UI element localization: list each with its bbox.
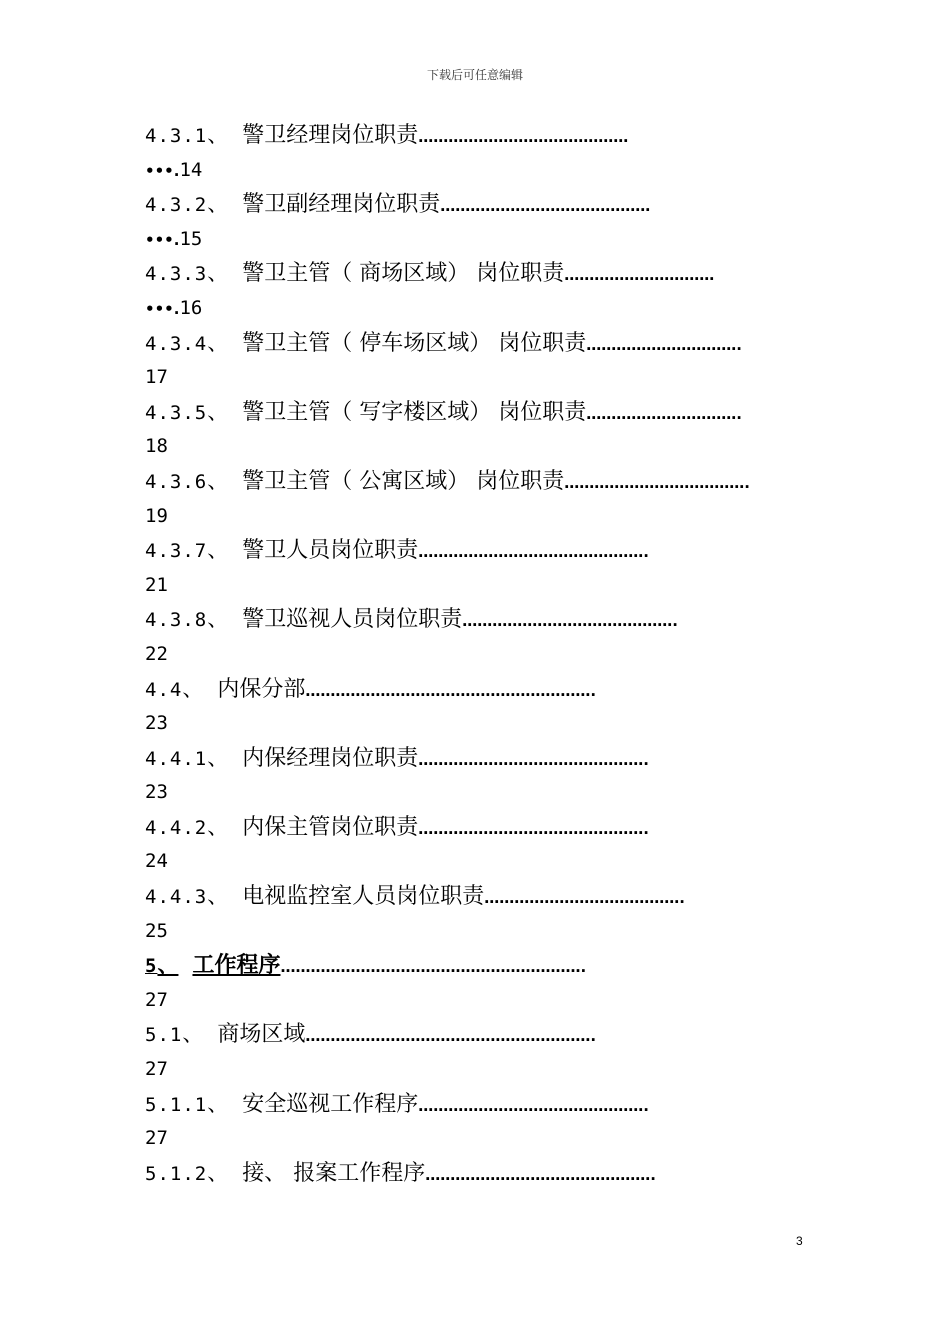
toc-entry-separator: 、 [207, 468, 229, 493]
toc-entry[interactable] [145, 1017, 813, 1052]
toc-entry[interactable] [145, 326, 813, 361]
toc-entry-page-number: 14 [179, 158, 203, 181]
toc-entry-page-number: 15 [179, 227, 203, 250]
toc-entry[interactable] [145, 464, 813, 499]
toc-entry-leader: ………………………………………. [418, 750, 649, 769]
toc-entry-title: 警卫主管（ 商场区域） 岗位职责 [242, 261, 565, 287]
toc-entry-leader: …………………………………………………. [305, 1027, 597, 1046]
toc-entry-separator: 、 [182, 676, 204, 701]
toc-entry-page [145, 360, 813, 395]
toc-entry-page-number: 24 [145, 850, 168, 873]
toc-entry-separator: 、 [207, 1091, 229, 1116]
toc-entry-number: 5 [145, 955, 158, 978]
toc-entry-number: 5.1 [145, 1024, 183, 1047]
toc-entry-page-number: 16 [179, 296, 203, 319]
toc-entry-page-leader: •••. [145, 230, 180, 249]
toc-entry-separator: 、 [207, 399, 229, 424]
toc-entry-number: 4.4.1 [145, 747, 208, 770]
toc-entry-page [145, 568, 813, 603]
toc-entry[interactable] [145, 118, 813, 153]
toc-entry-number: 4.3.3 [145, 263, 208, 286]
toc-entry-page [145, 706, 813, 741]
toc-entry-leader: ………………………………………. [418, 543, 649, 562]
toc-entry-number: 4.4.3 [145, 886, 208, 909]
toc-entry-separator: 、 [207, 192, 229, 217]
toc-entry-title: 警卫人员岗位职责 [242, 538, 419, 564]
toc-entry[interactable] [145, 1087, 813, 1122]
toc-entry[interactable] [145, 948, 813, 983]
toc-entry-separator: 、 [207, 1160, 229, 1185]
toc-entry-title: 接、 报案工作程序 [242, 1160, 426, 1186]
toc-entry-separator: 、 [207, 538, 229, 563]
toc-entry-title: 警卫巡视人员岗位职责 [242, 607, 463, 633]
toc-entry-page [145, 1052, 813, 1087]
toc-entry-page-number: 23 [145, 781, 168, 804]
table-of-contents [145, 118, 813, 1190]
toc-entry[interactable] [145, 879, 813, 914]
toc-entry-leader: ………………………………………. [425, 1165, 656, 1184]
toc-entry-separator: 、 [207, 884, 229, 909]
toc-entry-leader: ………………………………………. [418, 1096, 649, 1115]
toc-entry-separator: 、 [207, 123, 229, 147]
toc-entry-separator: 、 [207, 330, 229, 355]
toc-entry-title: 警卫经理岗位职责 [242, 123, 419, 148]
toc-entry-separator: 、 [157, 953, 179, 978]
toc-entry[interactable] [145, 187, 813, 222]
toc-entry-leader: ………………………………. [564, 473, 750, 492]
toc-entry-page-number: 25 [145, 919, 168, 942]
toc-entry-number: 4.4 [145, 678, 183, 701]
toc-entry-separator: 、 [207, 261, 229, 286]
toc-entry-title: 安全巡视工作程序 [242, 1091, 419, 1117]
toc-entry-page [145, 429, 813, 464]
toc-entry[interactable] [145, 741, 813, 776]
toc-entry-title: 电视监控室人员岗位职责 [242, 884, 485, 910]
toc-entry-title: 警卫主管（ 公寓区域） 岗位职责 [242, 468, 565, 494]
toc-entry-leader: ………………………… [564, 266, 715, 285]
toc-entry-title: 商场区域 [217, 1022, 306, 1048]
toc-entry-page [145, 153, 813, 188]
toc-entry-page [145, 844, 813, 879]
toc-entry-page-number: 19 [145, 504, 168, 527]
toc-entry[interactable] [145, 395, 813, 430]
toc-entry-page-leader: •••. [145, 299, 180, 318]
toc-entry-leader: ……………………………………. [462, 612, 678, 631]
toc-entry-separator: 、 [207, 814, 229, 839]
toc-entry[interactable] [145, 1156, 813, 1191]
toc-entry-number: 4.3.8 [145, 609, 208, 632]
toc-entry-page [145, 637, 813, 672]
toc-entry[interactable] [145, 672, 813, 707]
toc-entry-page-number: 21 [145, 573, 168, 596]
toc-entry-page [145, 775, 813, 810]
toc-entry[interactable] [145, 602, 813, 637]
toc-entry-page [145, 222, 813, 257]
toc-entry-page [145, 291, 813, 326]
toc-entry-number: 4.4.2 [145, 816, 208, 839]
toc-entry-number: 4.3.2 [145, 194, 208, 217]
toc-entry-number: 4.3.1 [145, 125, 208, 147]
toc-entry-title: 内保分部 [217, 676, 306, 702]
toc-entry[interactable] [145, 810, 813, 845]
toc-entry-page-leader: •••. [145, 161, 180, 180]
toc-entry-page-number: 23 [145, 712, 168, 735]
toc-entry-title: 工作程序 [192, 953, 281, 979]
toc-entry-page [145, 499, 813, 534]
toc-entry[interactable] [145, 256, 813, 291]
toc-entry-leader: …………………………. [586, 335, 742, 354]
toc-entry-title: 警卫主管（ 停车场区域） 岗位职责 [242, 330, 587, 356]
toc-entry-separator: 、 [182, 1022, 204, 1047]
toc-entry-leader: ……………………………………………………. [280, 958, 587, 977]
toc-entry-separator: 、 [207, 745, 229, 770]
toc-entry-number: 4.3.5 [145, 401, 208, 424]
toc-entry-page-number: 27 [145, 1058, 168, 1081]
toc-entry-leader: …………………………………… [418, 128, 629, 146]
toc-entry-title: 警卫副经理岗位职责 [242, 192, 441, 218]
toc-entry-number: 4.3.7 [145, 540, 208, 563]
toc-entry-number: 5.1.2 [145, 1162, 208, 1185]
toc-entry-page-number: 18 [145, 435, 168, 458]
toc-entry-page [145, 983, 813, 1018]
toc-entry-leader: …………………………. [586, 404, 742, 423]
toc-entry-title: 警卫主管（ 写字楼区域） 岗位职责 [242, 399, 587, 425]
toc-entry-number: 5.1.1 [145, 1093, 208, 1116]
toc-entry-page [145, 1121, 813, 1156]
toc-entry-leader: …………………………………… [440, 197, 651, 216]
toc-entry-number: 4.3.6 [145, 470, 208, 493]
page-number: 3 [796, 1234, 803, 1248]
toc-entry-page-number: 22 [145, 642, 168, 665]
toc-entry-title: 内保主管岗位职责 [242, 814, 419, 840]
toc-entry-separator: 、 [207, 607, 229, 632]
toc-entry-title: 内保经理岗位职责 [242, 745, 419, 771]
toc-entry-page-number: 17 [145, 366, 168, 389]
toc-entry-leader: ………………………………………. [418, 819, 649, 838]
toc-entry-leader: …………………………………………………. [305, 681, 597, 700]
toc-entry-page [145, 914, 813, 949]
toc-entry-page-number: 27 [145, 988, 168, 1011]
toc-entry-page-number: 27 [145, 1127, 168, 1150]
page-header: 下载后可任意编辑 [426, 68, 523, 82]
toc-entry[interactable] [145, 533, 813, 568]
toc-entry-number: 4.3.4 [145, 332, 208, 355]
toc-entry-leader: …………………………………. [484, 889, 685, 908]
